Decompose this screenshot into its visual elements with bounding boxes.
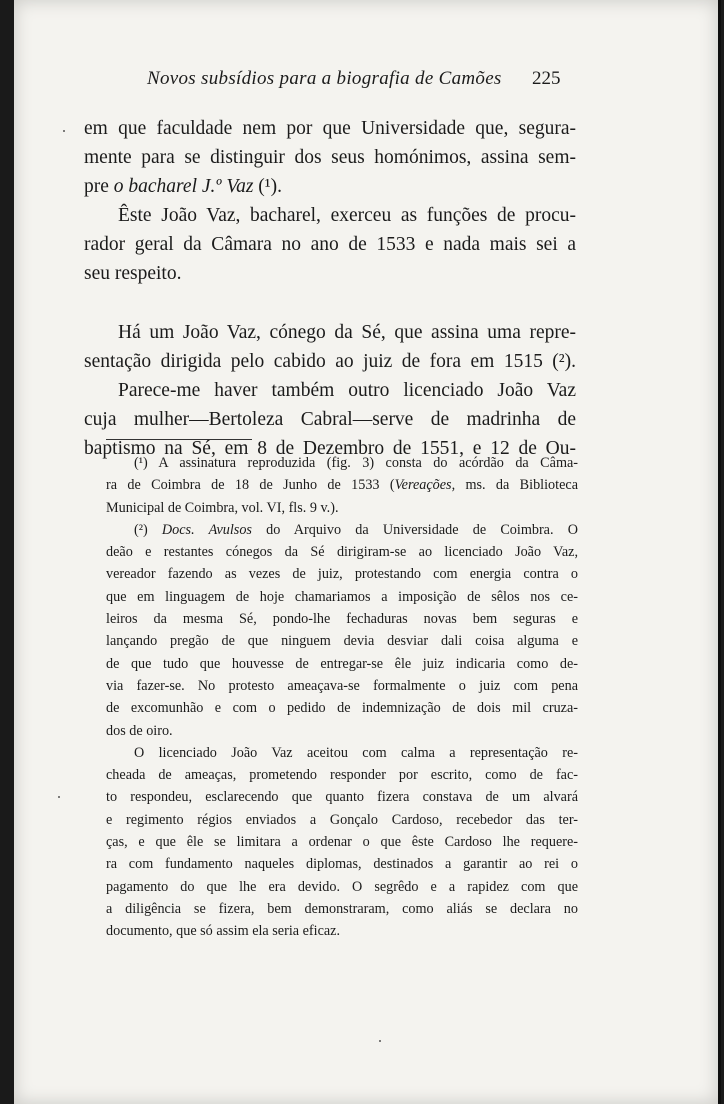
footnote-line xyxy=(106,519,578,541)
footnote-line: Municipal de Coimbra, vol. VI, fls. 9 v.). xyxy=(106,499,339,516)
text-line: sentação dirigida pelo cabido ao juiz de fora em 1515 (²). xyxy=(84,351,576,372)
text-line: mente para se distinguir dos seus homónimos, assina sem- xyxy=(84,147,576,168)
paragraph-gap xyxy=(84,288,576,318)
footnote-line: de excomunhão e com o pedido de indemnização de dois mil cruza- xyxy=(106,700,578,717)
footnote-line: cheada de ameaças, prometendo responder por escrito, como de fac- xyxy=(106,767,578,784)
footnote-line: (¹) A assinatura reproduzida (fig. 3) consta do acórdão da Câma- xyxy=(134,455,578,471)
footnote-divider xyxy=(106,439,252,440)
text-line: cuja mulher—Bertoleza Cabral—serve de madrinha de xyxy=(84,409,576,430)
footnote-line: via fazer-se. No protesto ameaçava-se formalmente o juiz com pena xyxy=(106,677,578,694)
italic-title: Docs. Avulsos xyxy=(161,521,252,538)
footnote-line: to respondeu, esclarecendo que quanto fizera constava de um alvará xyxy=(106,789,578,806)
book-page xyxy=(14,0,721,1104)
footnote-line: de que tudo que houvesse de entregar-se êle juiz indicaria como de- xyxy=(106,655,578,672)
main-text xyxy=(84,114,576,463)
footnote-line: e regimento régios enviados a Gonçalo Cardoso, recebedor das ter- xyxy=(106,811,578,828)
text-line: baptismo na Sé, em 8 de Dezembro de 1551, e 12 de Ou- xyxy=(84,438,576,459)
footnote-line: deão e restantes cónegos da Sé dirigiram-se ao licenciado João Vaz, xyxy=(106,544,578,561)
footnote-ref: (¹). xyxy=(253,176,283,197)
text-fragment: ra de Coimbra de 18 de Junho de 1533 ( xyxy=(106,477,395,494)
footnote-line xyxy=(106,474,578,496)
footnote-line: vereador fazendo as vezes de juiz, protestando com energia contra o xyxy=(106,566,578,583)
footnote-line: a diligência se fizera, bem demonstraram, como aliás se declara no xyxy=(106,900,578,917)
text-line: Há um João Vaz, cónego da Sé, que assina uma repre- xyxy=(118,322,576,343)
print-speck xyxy=(63,130,65,132)
text-line xyxy=(84,172,576,201)
text-fragment: pre xyxy=(84,176,114,197)
footnote-line: documento, que só assim ela seria eficaz. xyxy=(106,923,341,940)
footnote-line: O licenciado João Vaz aceitou com calma a representação re- xyxy=(134,744,578,761)
text-line: em que faculdade nem por que Universidade que, segura- xyxy=(84,118,576,139)
text-fragment: (²) xyxy=(134,521,162,538)
footnotes xyxy=(106,452,578,943)
page-header xyxy=(14,68,718,98)
print-speck xyxy=(379,1040,381,1042)
text-line: rador geral da Câmara no ano de 1533 e nada mais sei a xyxy=(84,234,576,255)
text-fragment: do Arquivo da Universidade de Coimbra. O xyxy=(251,521,578,538)
text-line: Êste João Vaz, bacharel, exerceu as funções de procu- xyxy=(118,205,576,226)
footnote-line: pagamento do que lhe era devido. O segrêdo e a rapidez com que xyxy=(106,878,578,895)
footnote-line: leiros da mesma Sé, pondo-lhe fechaduras novas bem seguras e xyxy=(106,611,578,628)
text-line: Parece-me haver também outro licenciado João Vaz xyxy=(118,380,576,401)
footnote-line: dos de oiro. xyxy=(106,722,173,739)
footnote-line: que em linguagem de hoje chamariamos a imposição de sêlos nos ce- xyxy=(106,588,578,605)
text-line: seu respeito. xyxy=(84,263,182,284)
print-speck xyxy=(58,796,60,798)
running-title: Novos subsídios para a biografia de Camões xyxy=(147,68,502,89)
footnote-line: lançando pregão de que ninguem devia desviar dali coisa alguma e xyxy=(106,633,578,650)
page-number: 225 xyxy=(532,68,561,89)
italic-name: o bacharel J.º Vaz xyxy=(113,176,254,197)
italic-title: Vereações, xyxy=(394,477,456,494)
footnote-line: ças, e que êle se limitara a ordenar o que êste Cardoso lhe requere- xyxy=(106,834,578,851)
text-fragment: ms. da Biblioteca xyxy=(455,477,578,494)
footnote-line: ra com fundamento naqueles diplomas, destinados a garantir ao rei o xyxy=(106,856,578,873)
